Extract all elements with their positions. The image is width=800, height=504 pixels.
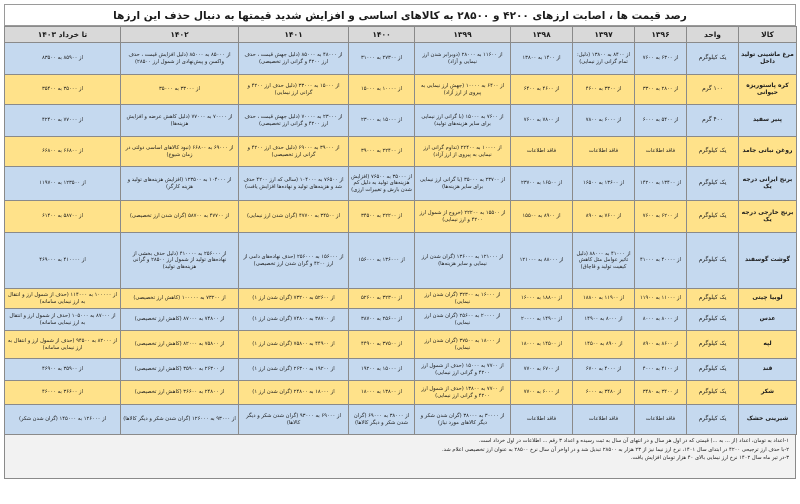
price-cell: از ۸۹۰۰ به ۱۴۵۰۰ <box>573 331 635 359</box>
unit-cell: یک کیلوگرم <box>687 359 739 381</box>
item-name-cell: لپه <box>739 331 797 359</box>
item-name-cell: شیرینی خشک <box>739 405 797 435</box>
price-cell: از ۲۳۰۰۰ به ۷۰۰۰۰ (دلیل جهش قیمت ، حذف ارز ۴۲۰۰ و گرانی ارز تخصیصی) <box>239 105 349 137</box>
price-cell: از ۷۷۰۰ به ۱۳۸۰۰ (حذف از شمول ارز ۴۲۰۰ و گرانی ارز نیمایی) <box>415 381 511 405</box>
price-cell: از ۵۸۷۰۰ به ۶۱۴۰۰ <box>5 201 121 233</box>
unit-cell: ۴۰۰ گرم <box>687 105 739 137</box>
column-header: ۱۴۰۲ <box>121 27 239 43</box>
table-row <box>5 233 797 289</box>
price-cell: از ۱۱۶۰۰ به ۲۸۰۰۰ (دوبرابر شدن ارز نیمایی و آزاد) <box>415 43 511 75</box>
price-cell: از ۲۲۲۰۰ به ۳۴۵۰۰ <box>349 201 415 233</box>
column-header: ۱۳۹۷ <box>573 27 635 43</box>
price-cell: از ۴۶۰۰ به ۶۴۰۰ <box>511 75 573 105</box>
price-cell: از ۶۲۰۰ به ۷۶۰۰ <box>635 201 687 233</box>
item-name-cell: برنج خارجی درجه یک <box>739 201 797 233</box>
price-cell: از ۳۶۶۰۰ به ۴۶۰۰۰ <box>5 381 121 405</box>
price-cell: از ۴۴۹۰۰ به ۷۵۸۰۰ (گران شدن ارز ۱) <box>239 331 349 359</box>
price-cell: از ۷۶۵۰۰ به ۱۰۴۰۰۰ (سالی که ارز ۴۲۰۰ حذف شد و هزینه‌های تولید و نهاده‌ها افزایش یافت) <box>239 167 349 201</box>
unit-cell: یک کیلوگرم <box>687 137 739 167</box>
price-cell: از ۱۸۸۰۰ به ۱۶۰۰۰ <box>511 289 573 309</box>
price-cell: از ۳۳۰۰ به ۴۶۰۰ <box>573 75 635 105</box>
column-header: کالا <box>739 27 797 43</box>
table-row <box>5 331 797 359</box>
price-cell: از ۱۲۶۰۰۰ به ۱۴۵۰۰۰ (گران شدن شکر) <box>5 405 121 435</box>
price-cell: از ۱۱۹۰۰ به ۱۸۸۰۰ <box>573 289 635 309</box>
price-cell: از ۸۵۰۰۰ به ۸۵۰۰۰ (دلیل افزایش قیمت ، حذف واکسن و پیش‌نهادی از شمول ارز ۲۸۵۰۰) <box>121 43 239 75</box>
price-cell: از ۲۸۰۰ به ۳۳۰۰ <box>635 75 687 105</box>
price-cell: از ۶۶۸۰۰ به ۶۶۸۰۰ <box>5 137 121 167</box>
price-cell: از ۲۳۷۰۰ به ۳۵۰۰۰ (با گرانی ارز نیمایی برای سایر هزینه‌ها) <box>415 167 511 201</box>
price-cell: از ۳۵۰۰۰ به ۷۶۵۰۰ (افزایش هزینه‌های تولید به دلیل کم شدن بارش و تغییرات ارزی) <box>349 167 415 201</box>
price-cell: از ۷۷۰۰ به ۱۵۰۰۰ (حذف از شمول ارز ۴۲۰۰ و گرانی ارز نیمایی) <box>415 359 511 381</box>
price-cell: از ۸۴۰۰ به ۱۳۸۰۰ (دلیل: تمام گرانی ارز نیمایی) <box>573 43 635 75</box>
column-header: واحد <box>687 27 739 43</box>
unit-cell: یک کیلوگرم <box>687 405 739 435</box>
price-report-sheet <box>4 4 796 500</box>
price-cell: از ۳۰۰۰۰ به ۳۸۰۰۰ (گران شدن شکر و دیگر کالاهای مورد نیاز) <box>415 405 511 435</box>
price-cell: از ۹۳۰۰۰ به ۱۲۶۰۰۰ (گران شدن شکر و دیگر کالاها) <box>121 405 239 435</box>
price-cell: از ۳۲۳۰۰ به ۵۲۶۰۰ <box>349 289 415 309</box>
price-cell: از ۶۴۰۰ به ۱۰۰۰۰ (جهش ارز نیمایی به پیروی از ارز آزاد) <box>415 75 511 105</box>
price-cell: فاقد اطلاعات <box>573 137 635 167</box>
price-cell: از ۵۴۰۰ به ۶۰۰۰ <box>635 105 687 137</box>
price-cell: از ۳۵۹۰۰ به ۴۶۹۰۰ <box>5 359 121 381</box>
footnote: ۱-اعداد به تومان، اعداد (از ... به ...) قیمتی که در اول هر سال و در انتهای آن سال به ثبت رسیده و اعداد ۳ رقم ... اطلاعات در اول خرداد است. <box>478 438 789 444</box>
price-cell: از ۸۲۰۰۰ به ۹۴۵۰۰ (حذف از شمول ارز و انتقال به ارز نیمایی سامانه) <box>5 331 121 359</box>
price-cell: از ۳۴۰۰ به ۳۴۸۰ <box>635 381 687 405</box>
table-row <box>5 289 797 309</box>
footnote: ۲-با حذف ارز ترجیحی ۴۲۰۰ در ابتدای سال ۱۴۰۱، نرخ ارز نیما نیز از ۲۳ هزار به ۲۸۵۰۰ تبدیل شد و در اواخر آن سال نرخ ۲۸۵۰۰ به عنوان ارز تخصیصی اعلام شد. <box>442 446 789 453</box>
column-header: ۱۴۰۱ <box>239 27 349 43</box>
table-row <box>5 137 797 167</box>
price-cell: فاقد اطلاعات <box>635 405 687 435</box>
table-row <box>5 405 797 435</box>
price-cell: از ۶۹۰۰۰ به ۹۳۰۰۰ (گران شدن شکر و دیگر کالاها) <box>239 405 349 435</box>
price-cell: از ۱۵۶۰۰۰ به ۲۵۶۰۰۰ (حذف نهاده‌های دامی از ارز ۴۲۰۰ و گران شدن ارز تخصیصی) <box>239 233 349 289</box>
price-cell: از ۷۳۲۰۰ به ۱۰۰۰۰۰ (کاهش ارز تخصیصی) <box>121 289 239 309</box>
price-cell: از ۱۹۲۰۰ به ۲۶۳۰۰ (گران شدن ارز ۱) <box>239 359 349 381</box>
table-row <box>5 75 797 105</box>
item-name-cell: عدس <box>739 309 797 331</box>
price-cell: از ۴۸۰۰۰ به ۸۵۰۰۰ (دلیل جهش قیمت ، حذف ارز ۴۲۰۰ و گرانی ارز تخصیصی) <box>239 43 349 75</box>
price-cell: از ۲۵۶۰۰ به ۳۸۷۰۰ <box>349 309 415 331</box>
price-cell: از ۱۲۳۵۰۰ به ۱۱۹۷۰۰ <box>5 167 121 201</box>
price-cell: از ۱۵۰۰۰ به ۱۹۲۰۰ <box>349 359 415 381</box>
price-cell: از ۱۳۴۰۰ به ۱۴۲۰۰ <box>635 167 687 201</box>
table-row <box>5 105 797 137</box>
price-cell: از ۷۸۰۰ به ۷۶۰۰ <box>511 105 573 137</box>
unit-cell: یک کیلوگرم <box>687 381 739 405</box>
price-cell: از ۱۱۰۰۰ به ۱۱۹۰۰ <box>635 289 687 309</box>
price-cell: از ۱۴۹۰۰ به ۲۰۰۰۰ <box>511 309 573 331</box>
price-cell: از ۸۰۰۰ به ۸۰۰۰ <box>635 309 687 331</box>
price-cell: از ۱۳۸۰۰ به ۱۸۰۰۰ <box>349 381 415 405</box>
price-cell: از ۴۰۰۰۰ به ۴۱۰۰۰ <box>635 233 687 289</box>
table-row <box>5 201 797 233</box>
unit-cell: ۱۰۰ گرم <box>687 75 739 105</box>
column-header: ۱۳۹۶ <box>635 27 687 43</box>
unit-cell: یک کیلوگرم <box>687 43 739 75</box>
price-cell: از ۱۶۰۰۰ به ۳۲۳۰۰ (گران شدن ارز نیمایی) <box>415 289 511 309</box>
price-cell: از ۱۶۵۰۰ به ۲۳۷۰۰ <box>511 167 573 201</box>
price-cell: از ۸۵۹۰۰ به ۸۳۵۰۰ <box>5 43 121 75</box>
price-cell: فاقد اطلاعات <box>635 137 687 167</box>
price-cell: از ۲۰۰۰۰ به ۲۵۶۰۰ (گران شدن ارز نیمایی) <box>415 309 511 331</box>
price-cell: از ۱۵۵۰۰ به ۲۲۲۰۰ (خروج از شمول ارز ۴۲۰۰ و ارز نیمایی) <box>415 201 511 233</box>
price-cell: از ۲۴۸۰۰ به ۳۶۶۰۰ (کاهش ارز تخصیصی) <box>121 381 239 405</box>
footnote: ۳-در تیر ماه سال ۱۴۰۲ نرخ ارز نیمایی بالای ۴۰ هزار تومان افزایش یافت. <box>630 455 789 461</box>
price-cell: از ۳۴۸۰ به ۶۰۰۰ <box>573 381 635 405</box>
price-cell: از ۱۰۰۰۰ به ۱۵۰۰۰ <box>349 75 415 105</box>
unit-cell: یک کیلوگرم <box>687 289 739 309</box>
price-cell: از ۷۵۸۰۰ به ۸۲۰۰۰ (کاهش ارز تخصیصی) <box>121 331 239 359</box>
unit-cell: یک کیلوگرم <box>687 201 739 233</box>
price-cell: از ۱۸۰۰۰ به ۳۷۵۰۰ (گران شدن ارز نیمایی) <box>415 331 511 359</box>
price-cell: از ۱۰۰۰۰۰ به ۱۱۴۰۰۰ (حذف از شمول ارز و انتقال به ارز نیمایی سامانه) <box>5 289 121 309</box>
price-cell: از ۷۴۸۰۰ به ۸۷۰۰۰ (کاهش ارز تخصیصی) <box>121 309 239 331</box>
unit-cell: یک کیلوگرم <box>687 167 739 201</box>
item-name-cell: مرغ ماشینی تولید داخل <box>739 43 797 75</box>
unit-cell: یک کیلوگرم <box>687 309 739 331</box>
price-cell: از ۱۳۶۰۰ به ۱۶۵۰۰ <box>573 167 635 201</box>
table-row <box>5 381 797 405</box>
item-name-cell: روغن نباتی جامد <box>739 137 797 167</box>
table-header-row <box>5 27 797 43</box>
price-cell: از ۸۹۰۰ به ۱۵۵۰۰ <box>511 201 573 233</box>
price-cell: از ۸۶۰۰ به ۸۹۰۰ <box>635 331 687 359</box>
price-cell: از ۴۱۰۰۰۰ به ۴۶۹۰۰۰ <box>5 233 121 289</box>
report-title: رصد قیمت ها ، اصابت ارزهای ۴۲۰۰ و ۲۸۵۰۰ به کالاهای اساسی و افزایش شدید قیمتها به دنبال حذف این ارزها <box>4 4 796 26</box>
unit-cell: یک کیلوگرم <box>687 331 739 359</box>
price-cell: از ۷۷۰۰۰ به ۴۲۴۰۰ <box>5 105 121 137</box>
price-cell: از ۳۳۰۰۰ به ۳۵۰۰۰ <box>121 75 239 105</box>
item-name-cell: شکر <box>739 381 797 405</box>
item-name-cell: گوشت گوسفند <box>739 233 797 289</box>
price-cell: فاقد اطلاعات <box>511 405 573 435</box>
price-cell: از ۷۶۰۰ به ۸۹۰۰ <box>573 201 635 233</box>
price-cell: از ۲۲۴۰۰ به ۳۹۰۰۰ <box>349 137 415 167</box>
price-cell: از ۲۶۳۰۰ به ۳۵۹۰۰ (کاهش ارز تخصیصی) <box>121 359 239 381</box>
price-cell: از ۸۰۰۰ به ۱۴۹۰۰ <box>573 309 635 331</box>
table-row <box>5 359 797 381</box>
price-cell: از ۱۳۶۰۰۰ به ۱۵۶۰۰۰ <box>349 233 415 289</box>
item-name-cell: قند <box>739 359 797 381</box>
price-cell: از ۶۹۰۰۰ به ۶۶۸۰۰ (نبود کالاهای اساسی دولتی در زمان شیوع) <box>121 137 239 167</box>
price-cell: فاقد اطلاعات <box>511 137 573 167</box>
column-header: ۱۴۰۰ <box>349 27 415 43</box>
table-row <box>5 167 797 201</box>
price-cell: از ۱۵۰۰۰ به ۲۳۰۰۰ <box>349 105 415 137</box>
price-table <box>4 26 797 435</box>
footnotes <box>4 435 796 479</box>
price-cell: از ۳۹۰۰۰ به ۶۹۰۰۰ (دلیل حذف ارز ۴۲۰۰ و گرانی ارز تخصیصی) <box>239 137 349 167</box>
price-cell: از ۳۴۵۰۰ به ۴۷۷۰۰ (گران شدن ارز نیمایی) <box>239 201 349 233</box>
price-cell: از ۶۳۰۰ به ۷۶۰۰ <box>635 43 687 75</box>
price-cell: از ۱۸۰۰۰ به ۲۴۸۰۰ (گران شدن ارز ۱) <box>239 381 349 405</box>
column-header: ۱۳۹۸ <box>511 27 573 43</box>
item-name-cell: برنج ایرانی درجه یک <box>739 167 797 201</box>
price-cell: از ۳۵۰۰۰ به ۳۵۴۰۰ <box>5 75 121 105</box>
price-cell: از ۵۲۶۰۰ به ۷۳۲۰۰ (گران شدن ارز ۱) <box>239 289 349 309</box>
price-cell: از ۱۰۰۰۰ به ۲۲۴۰۰ (تداوم گرانی ارز نیمایی به پیروی از ارز آزاد) <box>415 137 511 167</box>
price-cell: از ۸۷۰۰۰ به ۱۰۵۰۰۰ (حذف از شمول ارز و انتقال به ارز نیمایی سامانه) <box>5 309 121 331</box>
column-header: تا خرداد ۱۴۰۳ <box>5 27 121 43</box>
item-name-cell: لوبیا چیتی <box>739 289 797 309</box>
item-name-cell: کره پاستوریزه حیوانی <box>739 75 797 105</box>
price-cell: از ۱۲۱۰۰۰ به ۱۳۶۰۰۰ (گران شدن ارز نیمایی و سایر هزینه‌ها) <box>415 233 511 289</box>
price-cell: از ۱۴۵۰۰ به ۱۸۰۰۰ <box>511 331 573 359</box>
price-cell: از ۴۱۰۰ به ۴۰۰۰ <box>635 359 687 381</box>
price-cell: از ۳۸۷۰۰ به ۷۴۸۰۰ (گران شدن ارز ۱) <box>239 309 349 331</box>
table-row <box>5 309 797 331</box>
price-cell: از ۱۰۴۰۰۰ به ۱۲۳۵۰۰ (افزایش هزینه‌های تولید و هزینه کارگر) <box>121 167 239 201</box>
price-cell: از ۴۰۰۰ به ۶۷۰۰ <box>573 359 635 381</box>
price-cell: از ۶۰۰۰ به ۷۸۰۰ <box>573 105 635 137</box>
price-cell: از ۷۰۰۰۰ به ۷۷۰۰۰ (دلیل کاهش عرضه و افزایش هزینه‌ها) <box>121 105 239 137</box>
table-row <box>5 43 797 75</box>
price-cell: از ۱۴۰۰ به ۱۳۸۰۰ <box>511 43 573 75</box>
price-cell: از ۲۵۶۰۰۰ به ۴۱۰۰۰۰ (دلیل حذف بخشی از نهاده‌های تولید از شمول ارز ۲۸۵۰۰ و گرانی هزینه‌های تولید) <box>121 233 239 289</box>
column-header: ۱۳۹۹ <box>415 27 511 43</box>
price-cell: از ۴۱۰۰۰ به ۸۸۰۰۰ (دلیل تاثیر عوامل مثل کاهش کیفیت تولید و قاچاق) <box>573 233 635 289</box>
price-cell: از ۲۷۳۰۰ به ۳۱۰۰۰ <box>349 43 415 75</box>
price-cell: از ۳۷۵۰۰ به ۴۴۹۰۰ <box>349 331 415 359</box>
unit-cell: یک کیلوگرم <box>687 233 739 289</box>
price-cell: از ۷۶۰۰ به ۱۵۰۰۰ (با گرانی ارز نیمایی برای سایر هزینه‌های تولید) <box>415 105 511 137</box>
price-cell: از ۱۵۰۰۰ به ۳۳۰۰۰ (دلیل حذف ارز ۴۲۰۰ و گرانی ارز نیمایی) <box>239 75 349 105</box>
price-cell: از ۸۸۰۰۰ به ۱۲۱۰۰۰ <box>511 233 573 289</box>
item-name-cell: پنیر سفید <box>739 105 797 137</box>
price-cell: فاقد اطلاعات <box>573 405 635 435</box>
price-cell: از ۶۰۰۰ به ۷۷۰۰ <box>511 381 573 405</box>
price-cell: از ۴۷۷۰۰ به ۵۸۷۰۰ (گران شدن ارز تخصیصی) <box>121 201 239 233</box>
price-cell: از ۶۷۰۰ به ۷۷۰۰ <box>511 359 573 381</box>
price-cell: از ۳۸۰۰۰ به ۶۹۰۰۰ (گران شدن شکر و دیگر کالاها) <box>349 405 415 435</box>
